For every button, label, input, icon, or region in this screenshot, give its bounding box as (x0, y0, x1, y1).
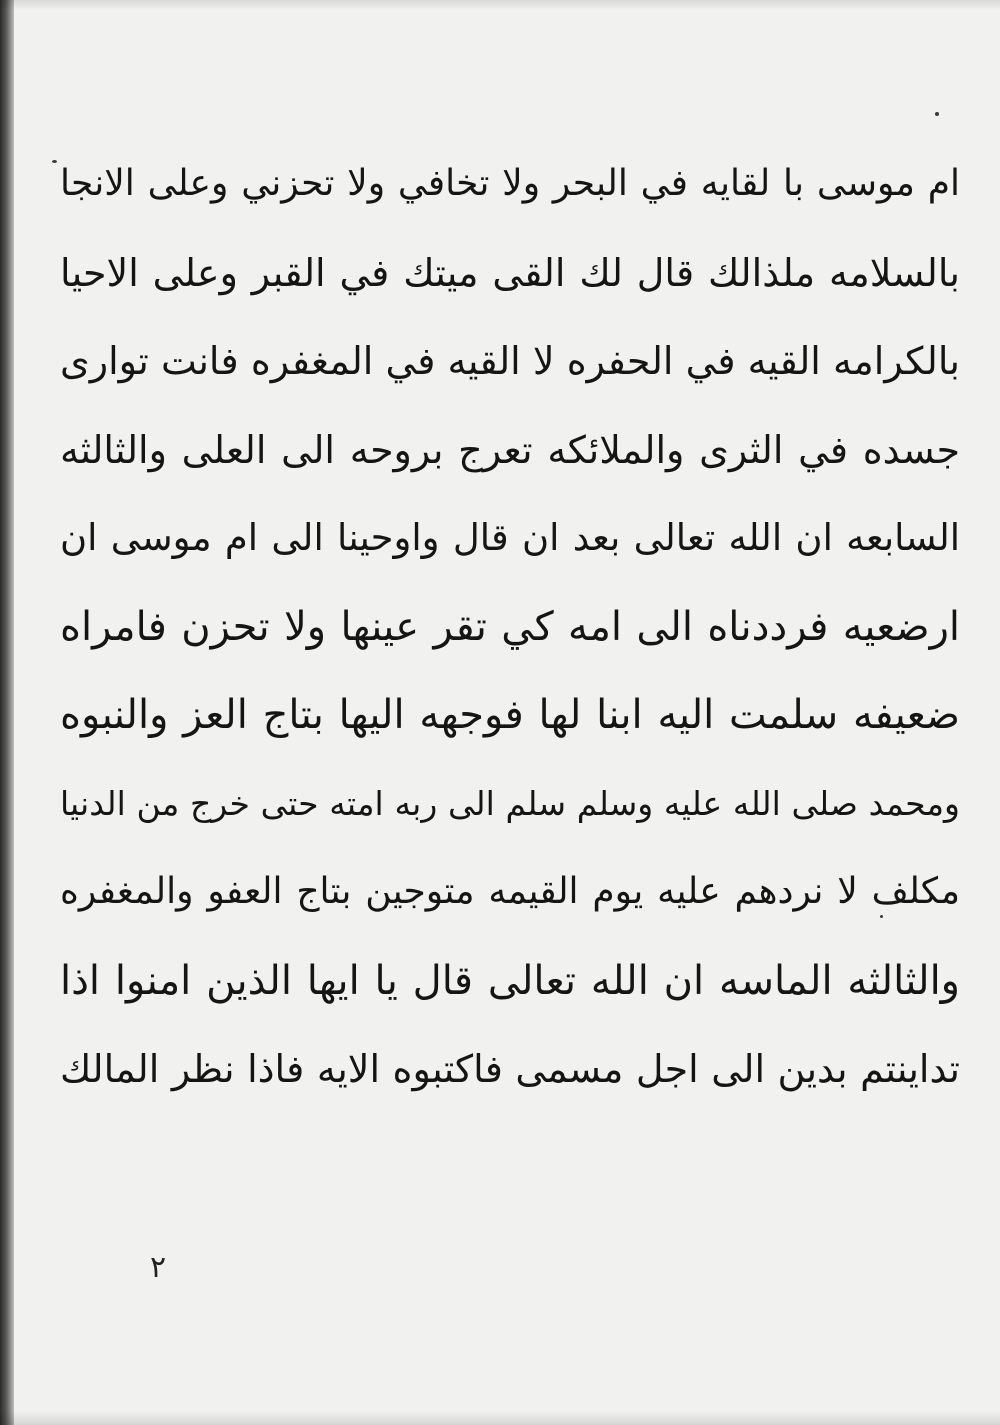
manuscript-line: مكلف لا نردهم عليه يوم القيمه متوجين بتاج العفو والمغفره (60, 871, 960, 912)
manuscript-text-block (60, 140, 960, 1114)
ink-speck (935, 112, 939, 116)
bottom-edge-shading (0, 1411, 1000, 1425)
ink-speck (52, 160, 57, 163)
manuscript-line: ارضعيه فرددناه الى امه كي تقر عينها ولا تحزن فامراه (60, 603, 960, 650)
page-binding-edge (0, 0, 14, 1425)
manuscript-line: تداينتم بدين الى اجل مسمى فاكتبوه الايه فاذا نظر المالك (60, 1047, 960, 1091)
manuscript-line: بالكرامه القيه في الحفره لا القيه في المغفره فانت توارى (60, 339, 960, 383)
manuscript-line: ام موسى با لقايه في البحر ولا تخافي ولا تحزني وعلى الانجا (60, 163, 960, 204)
manuscript-line: جسده في الثرى والملائكه تعرج بروحه الى العلى والثالثه (60, 427, 960, 472)
manuscript-line: بالسلامه ملذالك قال لك القى ميتك في القبر وعلى الاحيا (60, 250, 960, 295)
manuscript-line: ضعيفه سلمت اليه ابنا لها فوجهه اليها بتاج العز والنبوه (60, 692, 960, 738)
top-edge-shading (0, 0, 1000, 10)
catchword-mark: ٢ (150, 1250, 167, 1285)
manuscript-line: والثالثه الماسه ان الله تعالى قال يا ايها الذين امنوا اذا (60, 957, 960, 1004)
manuscript-line: ومحمد صلى الله عليه وسلم سلم الى ربه امته حتى خرج من الدنيا (60, 783, 960, 823)
manuscript-line: السابعه ان الله تعالى بعد ان قال واوحينا الى ام موسى ان (60, 516, 960, 559)
